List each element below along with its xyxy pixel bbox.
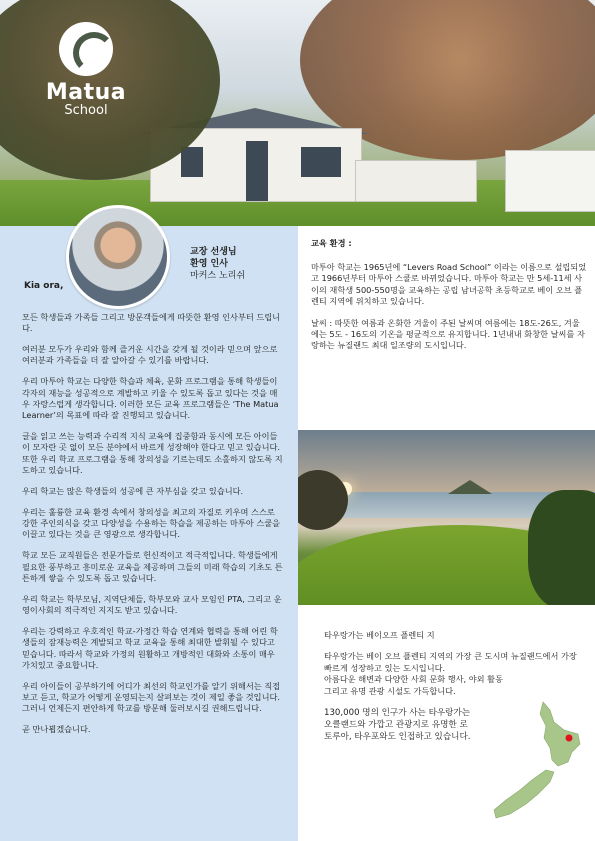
logo-sub: School: [64, 103, 108, 118]
paragraph: 우리는 훌륭한 교육 환경 속에서 창의성을 최고의 자질로 키우며 스스로 강한 주인의식을 갖고 다양성을 수용하는 학습을 제공하는 마투아 스쿨을 이끌고 있다는 것을 큰 영광으로 생각합니다.: [22, 506, 281, 540]
school-logo: [40, 22, 132, 118]
wave-logo-icon: [59, 22, 113, 76]
school-building-right: [355, 160, 477, 202]
paragraph: 우리 마투아 학교는 다양한 학습과 체육, 문화 프로그램을 통해 학생들이 각자의 재능을 성공적으로 계발하고 키울 수 있도록 돕고 있다는 것을 매우 자랑스럽게 생각합니다. 이러한 모든 교육 프로그램들은 ‘The Matua Learner’의 목표에 따라 잘 진행되고 있습니다.: [22, 376, 279, 421]
welcome-letter: [22, 312, 284, 745]
door: [246, 141, 268, 201]
paragraph: 학교 모든 교직원들은 전문가들로 헌신적이고 적극적입니다. 학생들에게 필요한 풍부하고 흥미로운 교육을 제공하며 그들의 미래 학습의 기초도 튼튼하게 쌓을 수 있도록 돕고 있습니다.: [22, 550, 283, 583]
new-zealand-map-icon: [488, 700, 593, 820]
environment-heading: 교육 환경 :: [311, 238, 352, 248]
header-photo: [0, 0, 595, 226]
greeting: Kia ora,: [24, 281, 64, 291]
environment-paragraph: 마투아 학교는 1965년에 “Levers Road School” 이라는 이름으로 설립되었고 1966년부터 마투아 스쿨로 바뀌었습니다. 마투아 학교는 만 5세-11세 사이의 재학생 500-550명을 교육하는 공립 남녀공학 초등학교로 베이 오브 플렌티 지역에 위치하고 있습니다.: [311, 262, 587, 306]
tauranga-marker: [566, 735, 573, 742]
paragraph: 글을 읽고 쓰는 능력과 수리적 지식 교육에 집중함과 동시에 모든 아이들이 모자란 곳 없이 모든 분야에서 바르게 성장해야 한다고 믿고 있습니다. 또한 우리 학교 프로그램을 통해 창의성을 기르는데도 소홀하지 않도록 지도하고 있습니다.: [22, 431, 283, 476]
paragraph: 모든 학생들과 가족들 그리고 방문객들에게 따뜻한 환영 인사부터 드립니다.: [22, 312, 281, 334]
education-environment: [311, 238, 587, 363]
weather-paragraph: 날씨 : 따뜻한 여름과 온화한 겨울이 주된 날씨며 여름에는 18도-26도, 겨울에는 5도 - 16도의 기온을 평균적으로 유지합니다. 1년내내 화창한 날씨를 자랑하는 뉴질랜드 최대 일조량의 도시입니다.: [311, 318, 585, 351]
tree: [528, 490, 595, 605]
south-island: [494, 770, 554, 818]
paragraph: 우리는 강력하고 우호적인 학교-가정간 학습 연계와 협력을 통해 어린 학생들의 잠재능력은 계발되고 학교 교육을 통해 최대한 발휘될 수 있다고 믿습니다. 따라서 학교와 가정의 원활하고 개방적인 대화와 소통이 매우 가치있고 중요합니다.: [22, 625, 278, 670]
tauranga-heading: 타우랑가는 베이오프 플렌티 지: [324, 630, 435, 640]
paragraph: 곧 만나뵙겠습니다.: [22, 724, 91, 735]
window: [181, 147, 203, 177]
principal-subtitle: 환영 인사: [190, 259, 228, 269]
north-island: [540, 702, 580, 766]
logo-name: Matua: [45, 80, 127, 105]
beach-photo: [298, 430, 595, 605]
tauranga-paragraph: 아름다운 해변과 다양한 사회 문화 행사, 야외 활동: [324, 674, 504, 685]
paragraph: 우리 학교는 학부모님, 지역단체들, 학부모와 교사 모임인 PTA, 그리고 운영이사회의 적극적인 지지도 받고 있습니다.: [22, 593, 282, 616]
tauranga-paragraph: 그리고 유명 관광 시설도 가득합니다.: [324, 685, 456, 696]
principal-intro: [190, 246, 245, 282]
principal-portrait: [66, 205, 170, 309]
paragraph: 우리 학교는 많은 학생들의 성공에 큰 자부심을 갖고 있습니다.: [22, 485, 244, 496]
principal-title: 교장 선생님: [190, 247, 237, 257]
tree: [298, 470, 348, 530]
paragraph: 우리 아이들이 공부하기에 어디가 최선의 학교인가를 알기 위해서는 직접 보고 듣고, 학교가 어떻게 운영되는지 살펴보는 것이 제일 좋을 것입니다. 그러니 언제든지 편안하게 학교를 방문해 둘러보시길 권해드립니다.: [22, 680, 281, 714]
paragraph: 여러분 모두가 우리와 함께 즐거운 시간을 갖게 될 것이라 믿으며 앞으로 여러분과 가족들을 더 잘 알아갈 수 있기를 바랍니다.: [22, 344, 278, 366]
principal-name: 마커스 노리쉬: [190, 271, 246, 281]
tauranga-paragraph: 타우랑가는 베이 오브 플렌티 지역의 가장 큰 도시며 뉴질랜드에서 가장 빠르게 성장하고 있는 도시입니다.: [324, 651, 577, 673]
mount-maunganui: [448, 480, 492, 494]
window: [301, 147, 341, 177]
population-text: 130,000 명의 인구가 사는 타우랑가는 오클랜드와 가깝고 관광지로 유명한 로토루아, 타우포와도 인접하고 있습니다.: [324, 708, 471, 742]
school-building-far-right: [505, 150, 595, 212]
